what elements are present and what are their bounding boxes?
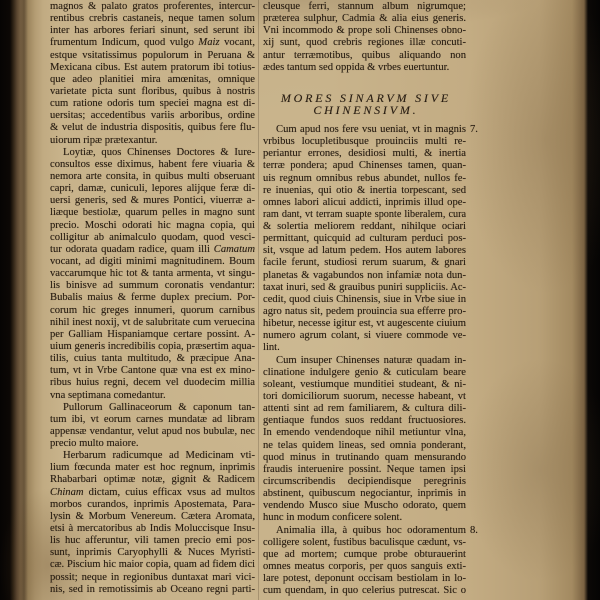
text-line: tum ibi, vt eorum carnes mundatæ ad libram [50,413,255,425]
text-line: que adeo planitiei mira amœnitas, omnique [50,73,255,85]
text-line: planetas & vagabundos non infamiæ nota dun- [263,269,466,281]
text-line-wrapper [50,25,255,37]
text-line-wrapper [50,183,255,195]
text-line-wrapper [263,148,466,160]
text-line-wrapper [50,1,255,13]
text-line: xij sunt, quod crebris regiones illæ concuti- [263,37,466,49]
text-line: vaccarumque hic tot & tanta armenta, vt singu- [50,268,255,280]
section-heading-line-1: MORES SINARVM SIVE [280,90,451,105]
text-line-wrapper [50,195,255,207]
text-line-wrapper [263,318,466,330]
text-line: Cum apud nos fere vsu ueniat, vt in magnis [276,123,466,135]
text-run: frumentum Indicum, quod vulgo [50,37,199,49]
text-line-wrapper [263,427,466,439]
text-line: numero agrum colant, si viuere commode ve- [263,330,466,342]
text-line-wrapper [263,537,466,549]
text-line-wrapper [50,547,255,559]
text-line: tilis, cuius tanta multitudo, & præcipue Ana- [50,353,255,365]
text-line-wrapper [50,13,255,25]
text-line-wrapper [263,197,466,209]
text-line: inter has arbores feriari sinunt, sed serunt ibi [50,25,255,37]
text-line-wrapper [263,355,466,367]
text-line-wrapper [263,464,466,476]
text-line: terræ pondera; apud Chinenses tamen, quan- [263,160,466,172]
text-line: vrbibus locupletibusque prouinciis multi re- [263,136,466,148]
text-line-wrapper [50,135,255,147]
text-line: præterea sulphur, Cadmia & alia eius generis. [263,13,466,25]
text-line: hibetur, necesse igitur est, vt augescente ciuium [263,318,466,330]
text-line-wrapper [263,270,466,282]
text-line-wrapper [263,257,466,269]
text-line: uersitas; accedentibus variis arboribus, ordine [50,110,255,122]
text-line [50,487,255,499]
text-line: cum ratione odoris tum speciei magna est di- [50,98,255,110]
text-line: Rhabarbari optimæ notæ, gignit & Radicem [50,474,255,486]
text-line-wrapper [263,500,466,512]
text-line: lare potest, deponunt occisam bestiolam in lo- [263,573,466,585]
text-line: cleusque ferri, stannum album nigrumque; [263,1,466,12]
right-column [263,1,478,597]
text-line-wrapper [50,450,255,462]
text-line-wrapper [263,391,466,403]
text-line: liæque bestiolæ, quarum pelles in magno sunt [50,207,255,219]
paragraph [50,147,255,402]
text-line: lium fœcunda mater est hoc regnum, inprimis [50,462,255,474]
text-line-wrapper [50,317,255,329]
text-line: Loytiæ, quos Chinenses Doctores & Iure- [63,146,255,158]
text-line-wrapper [263,173,466,185]
text-line: agro natus sit, pedem prouincia sua efferre pro- [263,306,466,318]
text-line-wrapper [50,414,255,426]
text-line-wrapper [263,245,466,257]
text-line: lint. [263,342,280,354]
text-line: lysin & Morbum Venereum. Cætera Aromata, [50,510,255,522]
text-line-wrapper [50,232,255,244]
text-line-wrapper [50,341,255,353]
text-line-wrapper [50,511,255,523]
text-line: nemora arte consita, in quibus multi obseruant [50,170,255,182]
section-heading-line-2: CHINENSIVM. [313,103,419,118]
text-line: magnos & palato gratos proferentes, intercur- [50,1,255,12]
text-line: antur terræmotibus, quibus aliquando non [263,49,466,61]
text-line: per Galliam Hispaniamque certare possint. A- [50,328,255,340]
text-line-wrapper [263,440,466,452]
text-line: colligitur ab animalculo quodam, quod vesci- [50,231,255,243]
text-line-wrapper [263,13,466,25]
text-line-wrapper [263,160,466,172]
text-line: clinatione indulgere genio & cuticulam beare [263,366,466,378]
text-line: ribus huius regni, decem vel duodecim millia [50,377,255,389]
text-line: consultos esse diximus, habent fere viuaria & [50,158,255,170]
text-line: morbos curandos, inprimis Apostemata, Para- [50,498,255,510]
text-line-wrapper [50,74,255,86]
text-line-wrapper [50,292,255,304]
text-line-wrapper [263,573,466,585]
text-line-wrapper [50,207,255,219]
text-line: uis regnum omnibus rebus abundet, nullos fe- [263,172,466,184]
text-line: attenti sint ad rem familiarem, & cultura dili- [263,403,466,415]
italic-word: Maiz [198,37,220,49]
text-line: tori domiciliorum suorum, necesse habeant, vt [263,391,466,403]
text-line-wrapper [263,403,466,415]
text-line: sunt, inprimis Caryophylli & Nuces Myristi- [50,547,255,559]
text-line: vendendo Musco siue Muscho odorato, quem [263,500,466,512]
text-line-wrapper [263,123,478,136]
text-line: rentibus crebris castaneis, neque tamen solum [50,13,255,25]
text-line: permittant, quicquid ad culturam perduci pos- [263,233,466,245]
text-line: colligere solent, fustibus baculisque cædunt, vs- [263,536,466,548]
section-heading [263,92,466,116]
text-line-wrapper [50,122,255,134]
text-line-wrapper [50,523,255,535]
text-line-wrapper [50,171,255,183]
paragraph [263,524,478,598]
text-line-wrapper [50,329,255,341]
text-line: taxat inuri, sed & grauibus puniri suppliciis. Ac- [263,281,466,293]
text-line-wrapper [263,209,466,221]
text-line-wrapper [263,330,466,342]
text-line: cedit, quod ciuis Chinensis, siue in Vrbe siue in [263,293,466,305]
text-line: lis huc afferuntur, vili tamen precio emi pos- [50,535,255,547]
text-line-wrapper [50,584,255,596]
text-line: ne telas quidem lineas, sed omnia ponderant, [263,439,466,451]
text-line: fraudis interuenire possint. Neque tamen ipsi [263,463,466,475]
margin-note: 7. [470,123,478,135]
text-line [50,37,255,49]
text-line: tum, vt in Vrbe Cantone quæ vna est ex mino- [50,365,255,377]
text-line: cum quendam, in quo celerius putrescat. Sic o [263,585,466,597]
text-line: soleant, vestiumque munditiei studeant, & ni- [263,378,466,390]
text-line: Vni incommodo & prope soli Chinenses obno- [263,25,466,37]
text-line-wrapper [50,499,255,511]
text-line-wrapper [50,159,255,171]
text-line-wrapper [263,379,466,391]
text-run: tur odorata quadam radice, quam illi [50,243,214,255]
text-line: periantur errones, desidiosi multi, & inertia [263,148,466,160]
text-line-wrapper [263,282,466,294]
text-line-wrapper [263,136,466,148]
text-line: re inuenias, qui otio & inertia torpescant, sed [263,184,466,196]
text-line: & solertia meliorem reddant, nihilque ociari [263,221,466,233]
paragraph [263,355,466,525]
text-line: cæ. Piscium hic maior copia, quam ad fidem dici [50,559,255,571]
text-line: uium generis incredibilis copia, præsertim aqua- [50,340,255,352]
column-rule [258,0,259,600]
text-line-wrapper [50,62,255,74]
text-line: precio. Moschi odorati hic magna copia, qui [50,219,255,231]
text-line: hunc in modum conficere solent. [263,512,403,524]
text-line: vna septimana comedantur. [50,389,166,401]
text-line: etsi à mercatoribus ab Indis Moluccisque Insu- [50,523,255,535]
text-line-wrapper [50,426,255,438]
text-line: gentiaque fundos suos reddant fructuosiores. [263,415,466,427]
text-line: corum hic greges innumeri, quorum carnibus [50,304,255,316]
text-line: uersi generis, sed & mures Pontici, viuerræ a- [50,195,255,207]
text-line: capri, damæ, cuniculi, lepores alijque feræ di- [50,183,255,195]
text-line-wrapper [50,487,255,499]
left-column [50,1,255,596]
text-line-wrapper [50,402,255,414]
margin-note: 8. [470,524,478,536]
text-line-wrapper [50,438,255,450]
text-line-wrapper [50,353,255,365]
text-line-wrapper [50,268,255,280]
text-line-wrapper [50,98,255,110]
text-line: lis binisve ad summum coronatis vendantur: [50,280,255,292]
paragraph [263,1,466,74]
text-line-wrapper [263,452,466,464]
text-line-wrapper [263,415,466,427]
right-column-top-text [263,1,466,74]
text-line-wrapper [50,305,255,317]
text-line-wrapper [263,50,466,62]
text-line: Pullorum Gallinaceorum & caponum tan- [63,401,255,413]
paragraph [50,1,255,147]
text-line-wrapper [50,365,255,377]
text-line-wrapper [263,367,466,379]
text-line: nis, sed in remotissimis ab Oceano regni parti- [50,583,255,595]
binding-gutter [20,0,28,600]
text-line-wrapper [50,256,255,268]
text-line: Mexicana cibus. Est autem pratorum ibi totius- [50,61,255,73]
text-line: sit, vsque ad latum pedem. Hos autem labores [263,245,466,257]
text-line-wrapper [263,185,466,197]
text-line-wrapper [263,306,466,318]
text-line: Bubalis maius & ferme duplex precium. Por- [50,292,255,304]
text-line-wrapper [50,559,255,571]
italic-word: Camatum [213,243,255,255]
text-line-wrapper [50,86,255,98]
text-line-wrapper [50,377,255,389]
text-line-wrapper [263,342,466,354]
text-line-wrapper [263,488,466,500]
text-line-wrapper [50,244,255,256]
paragraph [263,123,478,355]
text-line-wrapper [50,147,255,159]
text-line-wrapper [263,37,466,49]
text-run: vocant, [219,37,255,49]
text-line-wrapper [263,512,466,524]
text-line: In emendo vendendoque nihil metiuntur vlna, [263,427,466,439]
paragraph [50,450,255,596]
text-line: possit; neque in regionibus duntaxat mari vici- [50,571,255,583]
text-line: & velut de industria dispositis, quibus fere flu- [50,122,255,134]
text-line-wrapper [50,280,255,292]
text-line-wrapper [263,549,466,561]
text-line-wrapper [263,476,466,488]
text-line-wrapper [263,233,466,245]
text-line [50,244,255,256]
text-line: Animalia illa, à quibus hoc odoramentum [276,524,466,536]
text-line-wrapper [263,294,466,306]
text-line-wrapper [50,390,255,402]
text-line-wrapper [263,561,466,573]
text-line: ædes tantum sed oppida & vrbes euertuntur. [263,61,450,73]
text-line: estque vsitatissimus populorum in Peruana & [50,49,255,61]
text-line: omnes labori alicui addicti, inprimis illud ope- [263,196,466,208]
text-line: varietate picta sunt floribus, quibus à nostris [50,85,255,97]
text-line: nihil inest noxij, vt de salubritate cum veruecina [50,316,255,328]
text-line-wrapper [50,572,255,584]
text-line: omnes meatus corporis, per quos sanguis exti- [263,561,466,572]
italic-word: Chinam [50,486,84,498]
text-line: ram dant, vt terram suapte sponte liberalem, cura [263,208,466,220]
right-column-body [263,123,478,597]
text-line-wrapper [50,50,255,62]
text-line-wrapper [50,462,255,474]
text-line: circumscribendis decipiendisque peregrinis [263,476,466,488]
text-line-wrapper [50,220,255,232]
text-line-wrapper [263,221,466,233]
text-line-wrapper [263,62,466,74]
text-line-wrapper [263,585,466,597]
text-line: quod minus in trutinando quam mensurando [263,451,466,463]
text-line: Herbarum radicumque ad Medicinam vti- [63,450,255,462]
text-line-wrapper [50,535,255,547]
text-line: precio multo maiore. [50,438,139,450]
text-line: facile ferunt, studiosi rerum suarum, & gnari [263,257,466,269]
text-line: vocant, ad digiti minimi magnitudinem. Boum [50,255,255,267]
text-line-wrapper [50,110,255,122]
text-line-wrapper [263,25,466,37]
text-line-wrapper [50,37,255,49]
text-line: Cum insuper Chinenses naturæ quadam in- [276,354,466,366]
text-run: dictam, cuius efficax vsus ad multos [83,486,255,498]
paragraph [50,402,255,451]
text-line-wrapper [263,1,466,13]
text-line: que ad mortem; cumque probe obturauerint [263,548,466,560]
text-line-wrapper [50,474,255,486]
text-line-wrapper [263,524,478,537]
text-line: abstinent, quibuscum negociantur, inprimis in [263,488,466,500]
text-line: uiorum ripæ prætexantur. [50,134,158,146]
text-line: appensæ vendantur, velut apud nos bubulæ, nec [50,425,255,437]
